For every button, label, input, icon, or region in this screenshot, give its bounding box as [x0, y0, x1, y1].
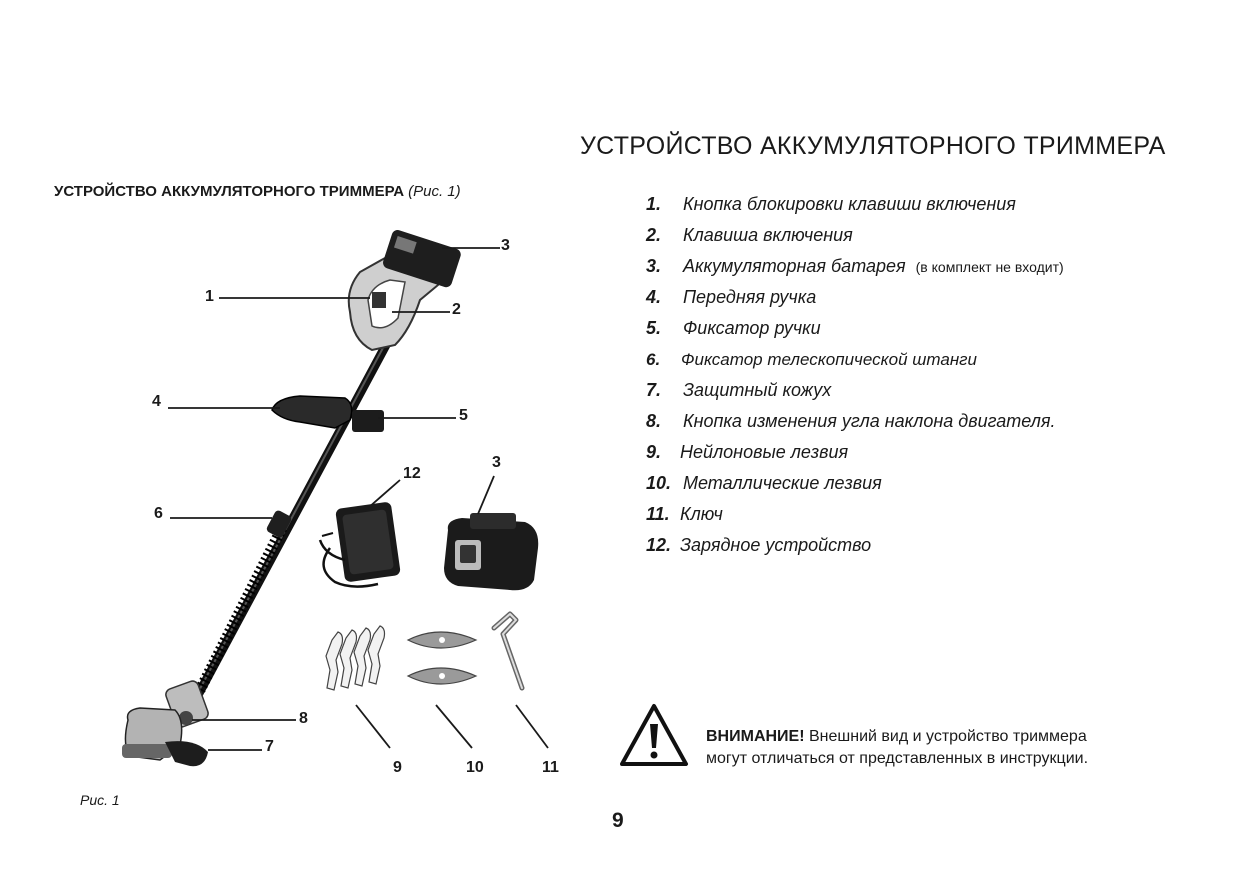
callout-10: 10	[466, 759, 484, 776]
callout-8: 8	[299, 710, 308, 727]
list-item: 9. Нейлоновые лезвия	[646, 442, 849, 462]
parts-list	[646, 192, 1064, 564]
callout-3: 3	[501, 237, 510, 254]
figure-caption: Рис. 1	[80, 792, 120, 808]
figure-heading-text: УСТРОЙСТВО АККУМУЛЯТОРНОГО ТРИММЕРА	[54, 183, 405, 200]
list-item: 4. Передняя ручка	[646, 287, 817, 307]
nylon-blades-illustration	[326, 626, 385, 690]
callout-1: 1	[205, 288, 214, 305]
list-item: 7. Защитный кожух	[646, 380, 832, 400]
list-item: 8. Кнопка изменения угла наклона двигателя.	[646, 411, 1056, 431]
list-item: 6. Фиксатор телескопической штанги	[646, 350, 978, 369]
warning-label: ВНИМАНИЕ!	[706, 728, 805, 745]
callout-7: 7	[265, 738, 274, 755]
rear-handle	[349, 228, 463, 350]
list-item: 10. Металлические лезвия	[646, 473, 882, 493]
callout-12: 12	[403, 465, 421, 482]
list-item: 5. Фиксатор ручки	[646, 318, 821, 338]
callout-9: 9	[393, 759, 402, 776]
trimmer-diagram	[0, 0, 620, 800]
list-item: 12. Зарядное устройство	[646, 535, 872, 555]
callout-4: 4	[152, 393, 161, 410]
callout-11: 11	[542, 759, 559, 776]
callout-6: 6	[154, 505, 163, 522]
battery-illustration	[444, 513, 538, 590]
list-item: 1. Кнопка блокировки клавиши включения	[646, 194, 1016, 214]
warning-notice	[618, 702, 1178, 772]
list-item: 11. Ключ	[646, 504, 723, 524]
figure-reference: (Рис. 1)	[408, 183, 461, 200]
list-item-note: (в комплект не входит)	[915, 259, 1064, 275]
warning-triangle-icon	[618, 702, 690, 768]
callout-3-battery: 3	[492, 454, 501, 471]
list-item: 3. Аккумуляторная батарея (в комплект не входит)	[646, 256, 1064, 276]
warning-text: ВНИМАНИЕ! Внешний вид и устройство триммера могут отличаться от представленных в инструкции.	[706, 728, 1089, 767]
motor-head	[122, 679, 210, 766]
callout-5: 5	[459, 407, 468, 424]
page-title: УСТРОЙСТВО АККУМУЛЯТОРНОГО ТРИММЕРА	[580, 132, 1166, 160]
metal-blades-illustration	[408, 632, 476, 684]
callout-2: 2	[452, 301, 461, 318]
charger-illustration	[320, 501, 401, 586]
page-number: 9	[612, 809, 624, 832]
wrench-illustration	[494, 614, 522, 688]
list-item: 2. Клавиша включения	[646, 225, 853, 245]
